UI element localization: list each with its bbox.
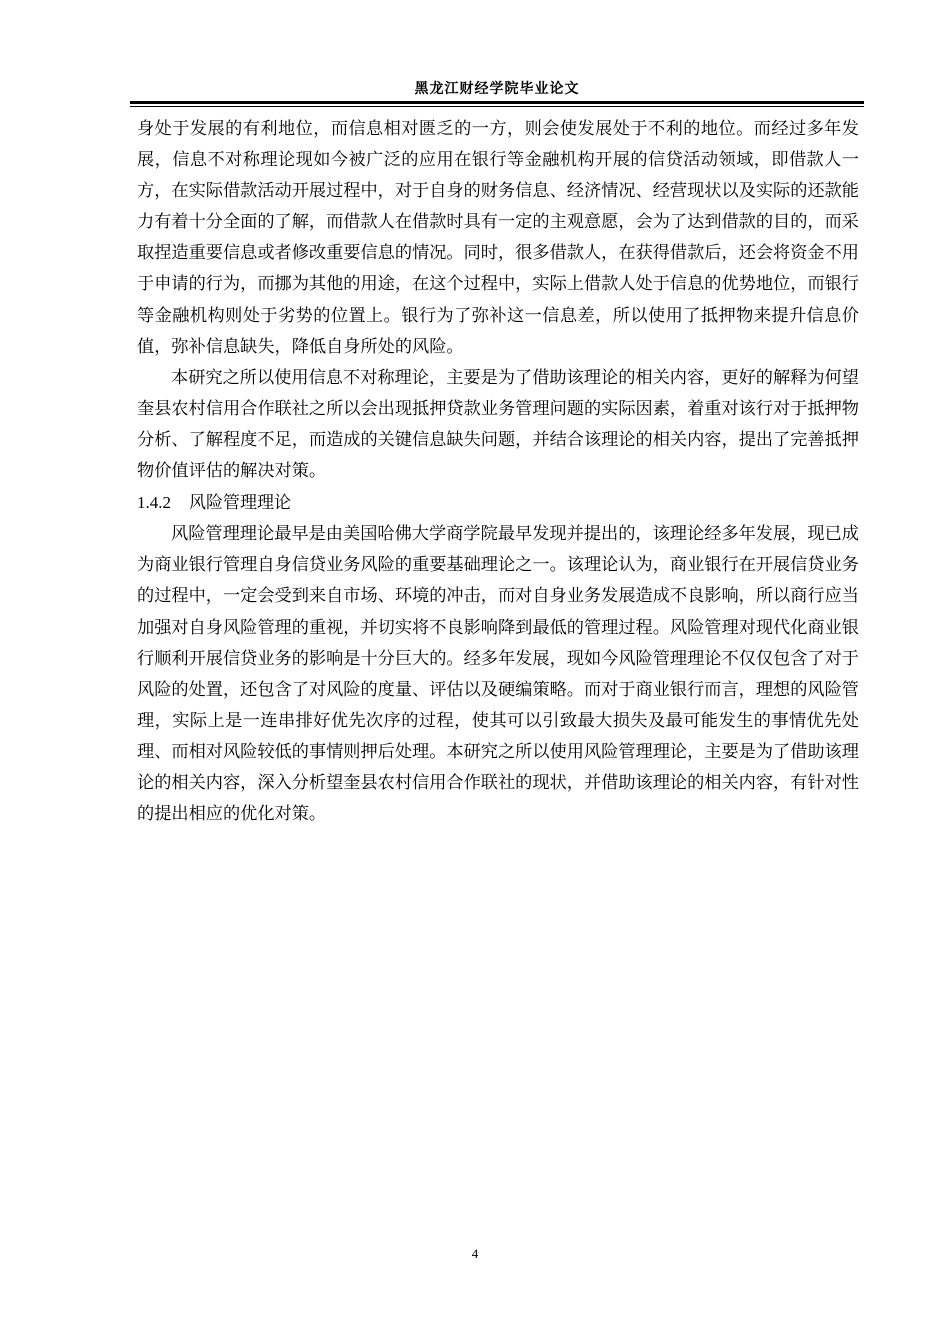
header-rule-thin [130, 106, 864, 107]
section-heading [137, 487, 859, 519]
page-number: 4 [471, 1246, 479, 1261]
header-rule-thick [130, 101, 864, 104]
running-header: 黑龙江财经学院毕业论文 [414, 81, 580, 97]
section-title: 风险管理理论 [189, 493, 291, 514]
paragraph-information-asymmetry-usage: 本研究之所以使用信息不对称理论，主要是为了借助该理论的相关内容，更好的解释为何望奎县农村信用合作联社之所以会出现抵押贷款业务管理问题的实际因素，着重对该行对于抵押物分析、了解程度不足，而造成的关键信息缺失问题，并结合该理论的相关内容，提出了完善抵押物价值评估的解决对策。 [137, 367, 859, 482]
section-number: 1.4.2 [137, 493, 171, 513]
body-text [137, 114, 859, 830]
paragraph-continued: 身处于发展的有利地位，而信息相对匮乏的一方，则会使发展处于不利的地位。而经过多年发展，信息不对称理论现如今被广泛的应用在银行等金融机构开展的信贷活动领域，即借款人一方，在实际借款活动开展过程中，对于自身的财务信息、经济情况、经营现状以及实际的还款能力有着十分全面的了解，而借款人在借款时具有一定的主观意愿，会为了达到借款的目的，而采取捏造重要信息或者修改重要信息的情况。同时，很多借款人，在获得借款后，还会将资金不用于申请的行为，而挪为其他的用途，在这个过程中，实际上借款人处于信息的优势地位，而银行等金融机构则处于劣势的位置上。银行为了弥补这一信息差，所以使用了抵押物来提升信息价值，弥补信息缺失，降低自身所处的风险。 [137, 119, 859, 357]
paragraph-risk-management-theory: 风险管理理论最早是由美国哈佛大学商学院最早发现并提出的，该理论经多年发展，现已成为商业银行管理自身信贷业务风险的重要基础理论之一。该理论认为，商业银行在开展信贷业务的过程中，一定会受到来自市场、环境的冲击，而对自身业务发展造成不良影响，所以商行应当加强对自身风险管理的重视，并切实将不良影响降到最低的管理过程。风险管理对现代化商业银行顺利开展信贷业务的影响是十分巨大的。经多年发展，现如今风险管理理论不仅仅包含了对于风险的处置，还包含了对风险的度量、评估以及硬编策略。而对于商业银行而言，理想的风险管理，实际上是一连串排好优先次序的过程，使其可以引致最大损失及最可能发生的事情优先处理、而相对风险较低的事情则押后处理。本研究之所以使用风险管理理论，主要是为了借助该理论的相关内容，深入分析望奎县农村信用合作联社的现状，并借助该理论的相关内容，有针对性的提出相应的优化对策。 [137, 524, 859, 825]
